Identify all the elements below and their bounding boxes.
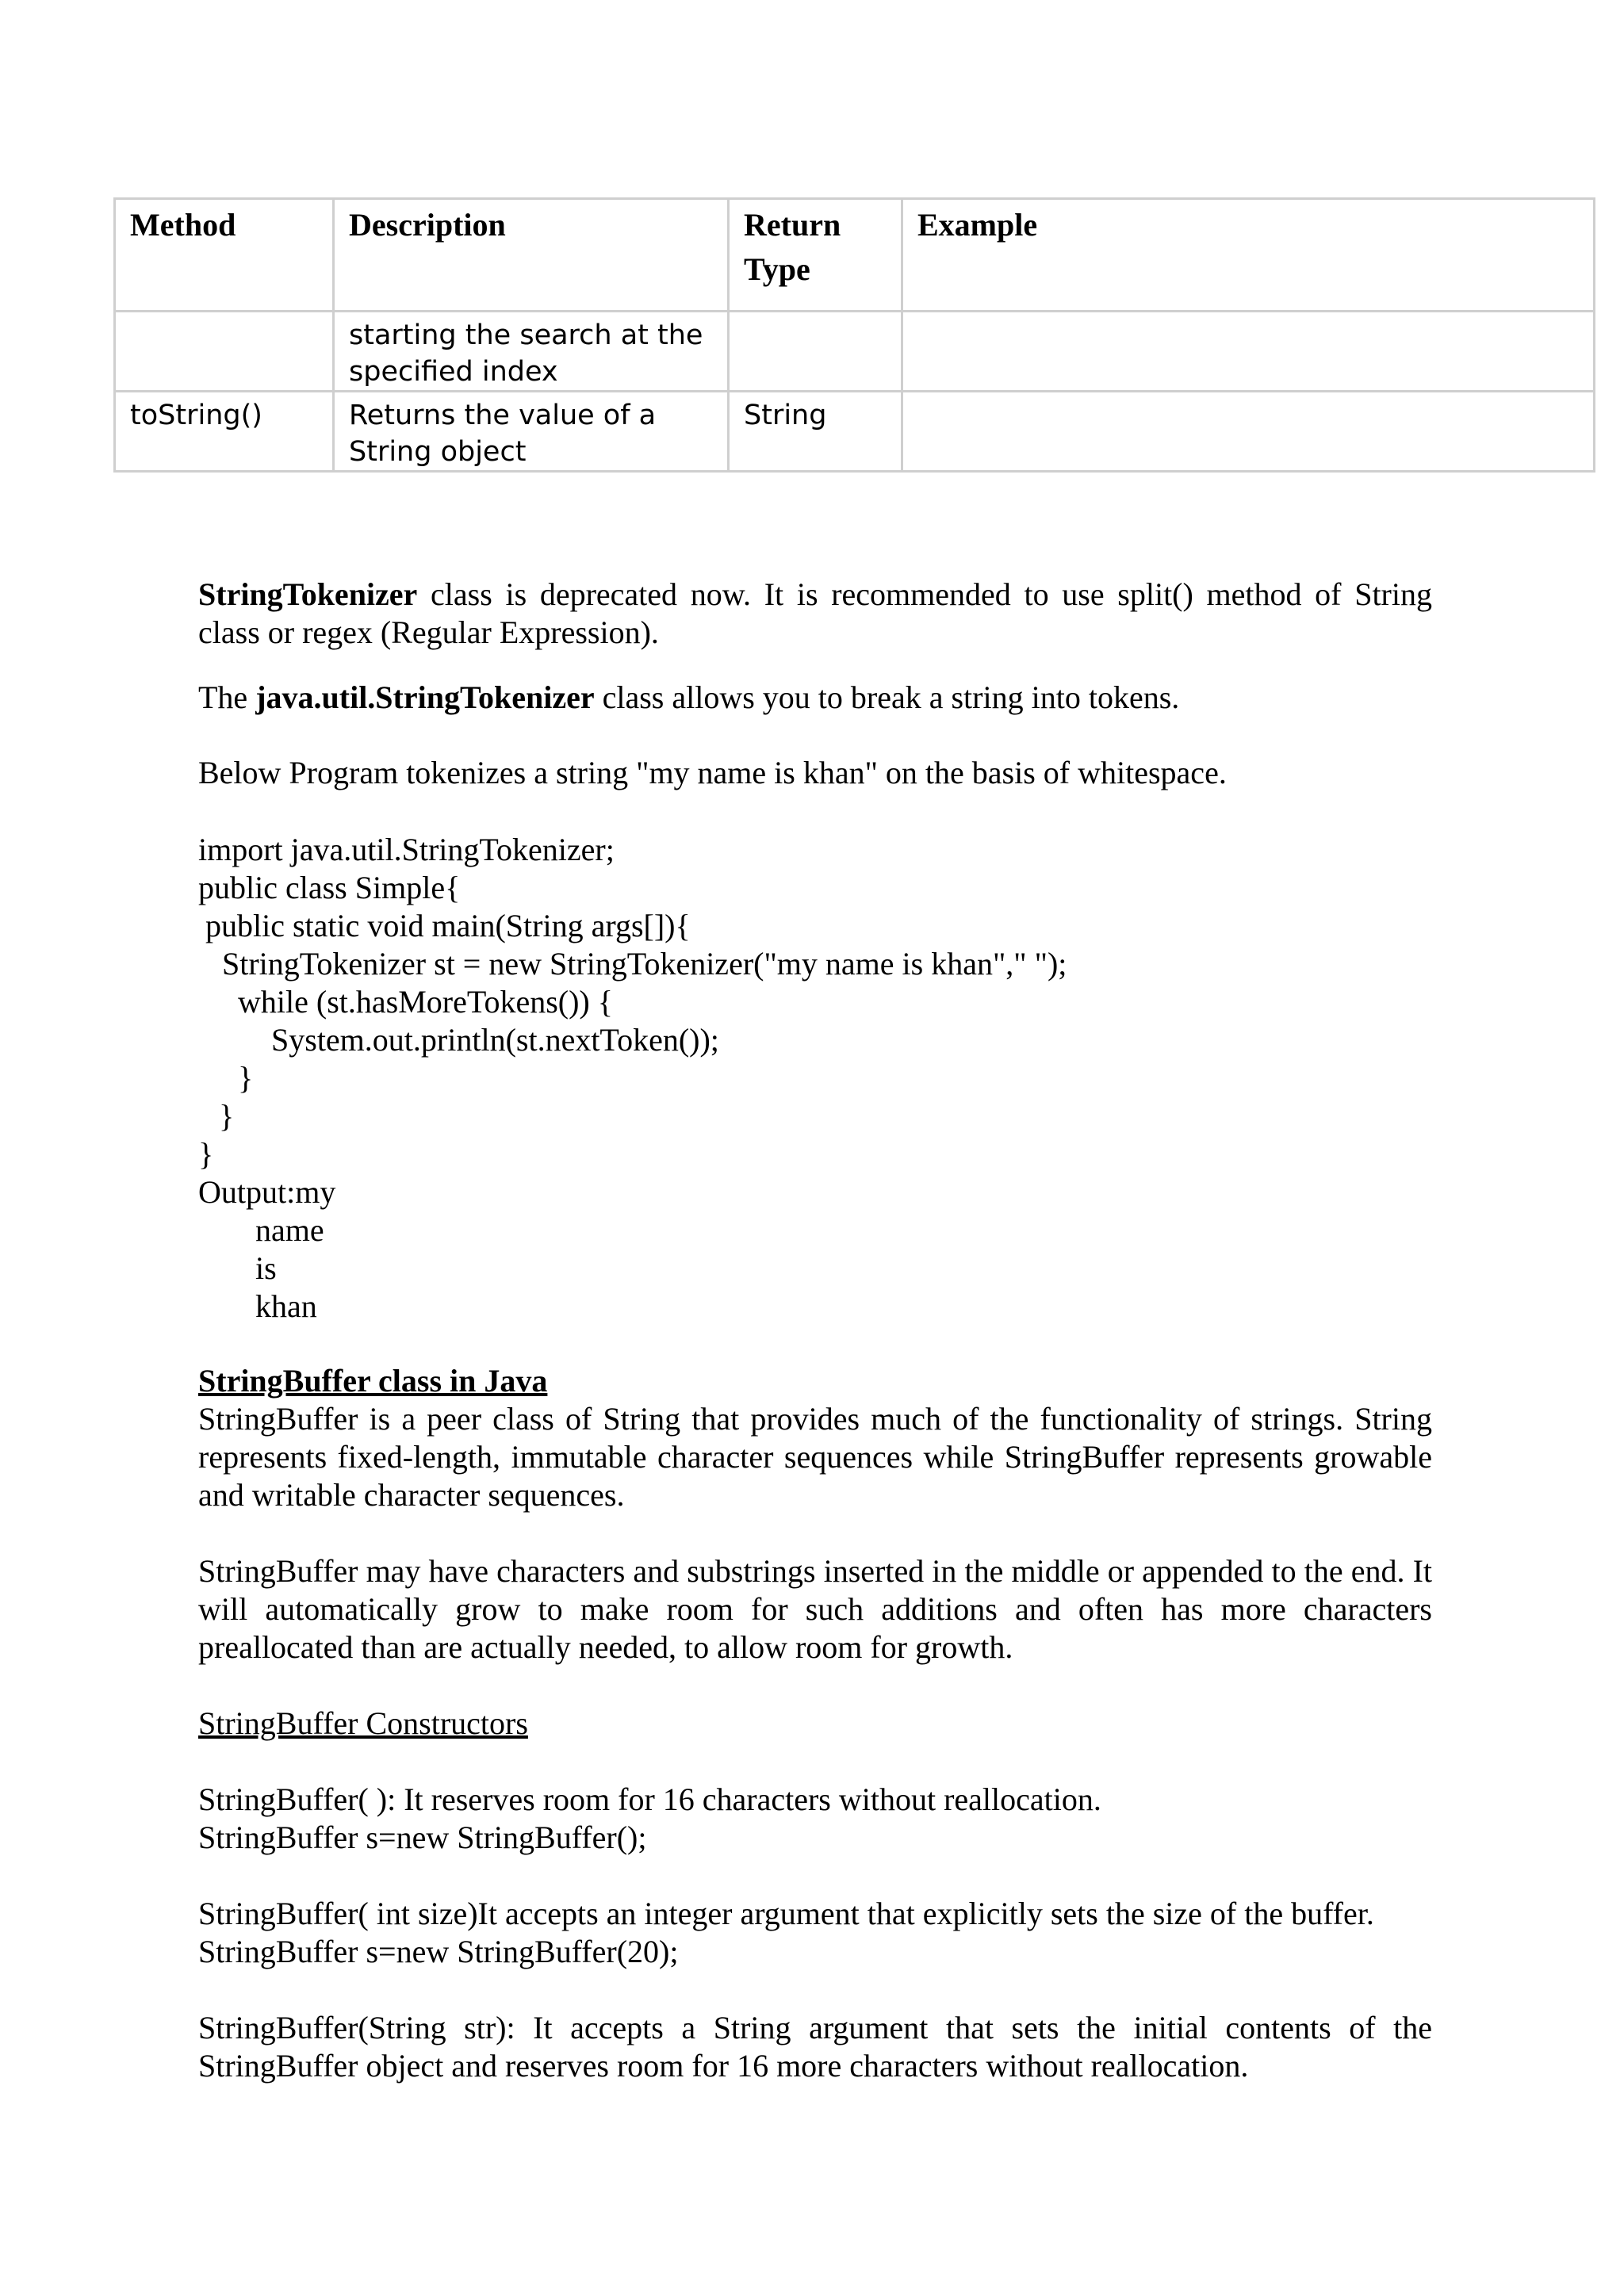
table-row	[115, 312, 1595, 392]
header-description: Description	[334, 199, 729, 312]
tokenizer-class-name: java.util.StringTokenizer	[255, 679, 595, 715]
constructor-2-code: StringBuffer s=new StringBuffer(20);	[198, 1934, 679, 1969]
cell-example	[902, 392, 1595, 472]
allows-prefix: The	[198, 679, 256, 715]
tokenizer-deprecation-text: class is deprecated now. It is recommended to use split() method of String class or regex (Regular Expression).	[198, 576, 1432, 650]
tokenizer-term: StringTokenizer	[198, 576, 418, 612]
code-line: public class Simple{	[198, 870, 461, 905]
cell-method	[115, 312, 334, 392]
cell-description: starting the search at the specified index	[334, 312, 729, 392]
header-return-type	[729, 199, 902, 312]
cell-description: Returns the value of a String object	[334, 392, 729, 472]
stringbuffer-paragraph-2: StringBuffer may have characters and substrings inserted in the middle or appended to the end. It will automatically grow to make room for such additions and often has more characters preallocated than are actually needed, to allow room for growth.	[198, 1553, 1432, 1665]
table-row	[115, 392, 1595, 472]
table-header-row	[115, 199, 1595, 312]
tokenizer-deprecation-paragraph	[198, 576, 1432, 652]
constructor-1-code: StringBuffer s=new StringBuffer();	[198, 1820, 647, 1855]
output-token: name	[255, 1212, 324, 1248]
cell-return-type: String	[729, 392, 902, 472]
cell-return-type	[729, 312, 902, 392]
header-method: Method	[115, 199, 334, 312]
code-line: import java.util.StringTokenizer;	[198, 832, 615, 867]
tokenizer-allows-paragraph	[198, 679, 1432, 717]
code-line: while (st.hasMoreTokens()) {	[238, 984, 613, 1020]
constructor-1-description: StringBuffer( ): It reserves room for 16 characters without reallocation.	[198, 1781, 1101, 1817]
output-token: khan	[255, 1288, 317, 1324]
constructor-2-description: StringBuffer( int size)It accepts an integer argument that explicitly sets the size of the buffer.	[198, 1896, 1374, 1931]
header-return-type-text: Return Type	[744, 207, 841, 287]
output-token: is	[255, 1250, 277, 1286]
program-intro: Below Program tokenizes a string "my name is khan" on the basis of whitespace.	[198, 755, 1227, 790]
code-line: }	[219, 1098, 235, 1134]
stringbuffer-paragraph-1: StringBuffer is a peer class of String that provides much of the functionality of strings. String represents fixed-length, immutable character sequences while StringBuffer represents growable and writable character sequences.	[198, 1401, 1432, 1513]
cell-example	[902, 312, 1595, 392]
method-table	[113, 197, 1595, 473]
code-line: }	[238, 1060, 254, 1096]
allows-text: class allows you to break a string into tokens.	[594, 679, 1180, 715]
stringbuffer-heading: StringBuffer class in Java	[198, 1363, 548, 1399]
constructor-3-description: StringBuffer(String str): It accepts a String argument that sets the initial contents of the StringBuffer object and reserves room for 16 more characters without reallocation.	[198, 2010, 1432, 2084]
cell-method: toString()	[115, 392, 334, 472]
output-label: Output:my	[198, 1174, 336, 1210]
constructors-heading: StringBuffer Constructors	[198, 1705, 528, 1741]
code-line: }	[198, 1136, 214, 1172]
code-line: System.out.println(st.nextToken());	[271, 1022, 719, 1058]
code-line: public static void main(String args[]){	[205, 908, 691, 943]
code-line: StringTokenizer st = new StringTokenizer("my name is khan"," ");	[222, 946, 1067, 982]
header-example: Example	[902, 199, 1595, 312]
